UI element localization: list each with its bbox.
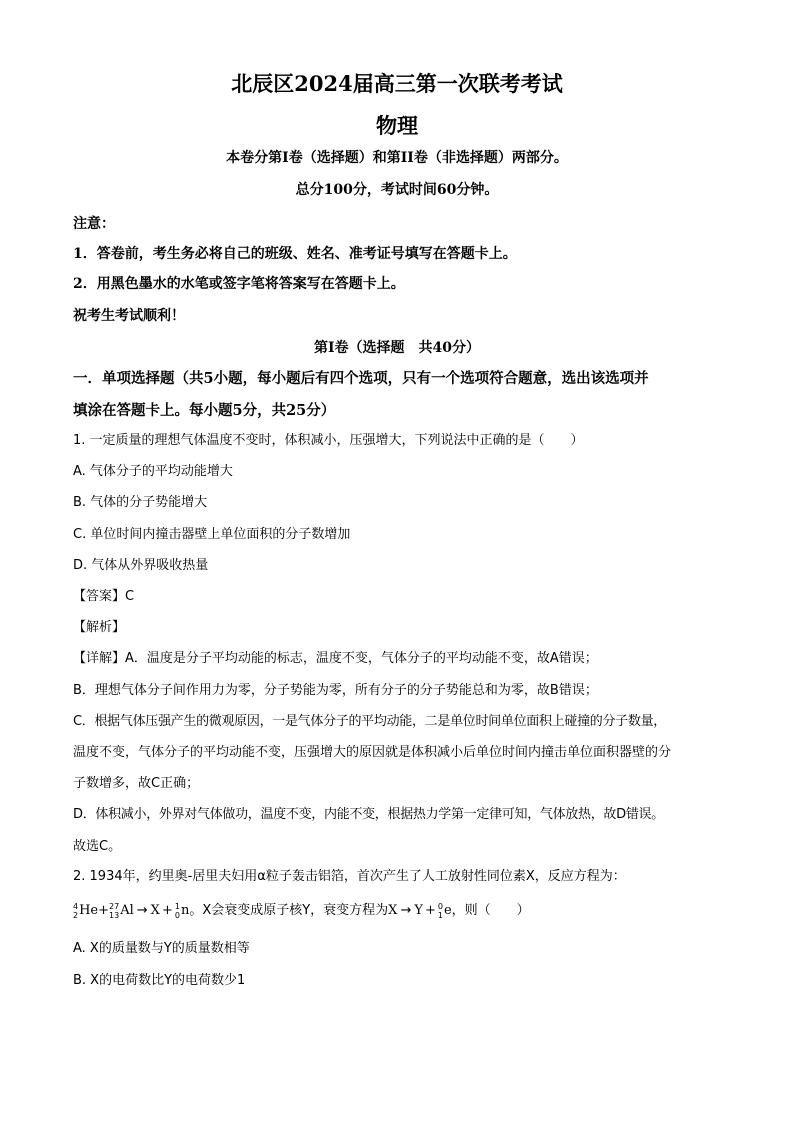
q1-detail-line: B．理想气体分子间作用力为零，分子势能为零，所有分子的分子势能总和为零，故B错误；: [73, 683, 598, 698]
q2-equation-text: 。X会衰变成原子核Y，衰变方程为: [189, 903, 389, 918]
q1-detail-line: C．根据气体压强产生的微观原因，一是气体分子的平均动能，二是单位时间单位面积上碰撞的分子数量，: [73, 714, 666, 729]
notice-item-2: 2．用黑色墨水的水笔或签字笔将答案写在答题卡上。: [73, 276, 405, 292]
q1-stem: 1. 一定质量的理想气体温度不变时，体积减小，压强增大，下列说法中正确的是（ ）: [73, 433, 584, 448]
q1-option-a: A. 气体分子的平均动能增大: [73, 464, 233, 479]
q1-detail-line: 【详解】A．温度是分子平均动能的标志，温度不变，气体分子的平均动能不变，故A错误；: [73, 651, 598, 666]
q2-equation-tail: ，则（ ）: [451, 903, 530, 918]
q1-option-d: D. 气体从外界吸收热量: [73, 558, 209, 573]
notice-label: 注意：: [73, 216, 115, 232]
n-symbol: n: [180, 903, 190, 918]
q1-option-c: C. 单位时间内撞击器壁上单位面积的分子数增加: [73, 527, 351, 542]
he-isotope-numbers: 4 2: [73, 901, 79, 920]
exam-subject: 物理: [376, 113, 418, 138]
notice-wish: 祝考生考试顺利！: [73, 308, 185, 324]
al-isotope-numbers: 27 13: [109, 901, 120, 920]
q1-detail-line: D．体积减小，外界对气体做功，温度不变，内能不变，根据热力学第一定律可知，气体放热，故D错误。: [73, 807, 664, 822]
al-symbol: Al: [120, 903, 134, 918]
section-heading-line1: 一．单项选择题（共5小题，每小题后有四个选项，只有一个选项符合题意，选出该选项并: [73, 370, 649, 387]
q2-option-b: B. X的电荷数比Y的电荷数少1: [73, 973, 246, 988]
q1-analysis-label: 【解析】: [73, 620, 126, 635]
n-isotope-numbers: 1 0: [174, 901, 180, 920]
q2-option-a: A. X的质量数与Y的质量数相等: [73, 941, 250, 956]
exam-title: 北辰区2024届高三第一次联考考试: [231, 71, 563, 96]
decay-arrow: →: [400, 903, 412, 918]
section-heading-line2: 填涂在答题卡上。每小题5分，共25分）: [73, 402, 336, 419]
q2-equation-line: 4 2 He+ 27 13 Al → X + 1 0 n。X会衰变成原子核Y，衰变方程为X → Y + 0 1 e，则（ ）: [73, 901, 530, 920]
q2-stem: 2. 1934年，约里奥-居里夫妇用α粒子轰击铝箔，首次产生了人工放射性同位素X，反应方程为：: [73, 869, 626, 884]
e-isotope-numbers: 0 1: [437, 901, 443, 920]
q1-detail-line: 温度不变，气体分子的平均动能不变，压强增大的原因就是体积减小后单位时间内撞击单位面积器壁的分: [73, 745, 672, 760]
q1-detail-line: 故选C。: [73, 839, 122, 854]
part1-heading: 第I卷（选择题 共40分）: [313, 340, 481, 356]
exam-info-line1: 本卷分第I卷（选择题）和第II卷（非选择题）两部分。: [226, 150, 568, 166]
exam-info-line2: 总分100分，考试时间60分钟。: [295, 182, 499, 198]
e-symbol: e: [443, 903, 452, 918]
notice-item-1: 1．答卷前，考生务必将自己的班级、姓名、准考证号填写在答题卡上。: [73, 246, 517, 262]
he-symbol: He: [79, 903, 99, 918]
q1-detail-line: 子数增多，故C正确；: [73, 776, 200, 791]
q1-answer: 【答案】C: [73, 589, 135, 604]
reaction-arrow: →: [136, 903, 148, 918]
q1-option-b: B. 气体的分子势能增大: [73, 495, 208, 510]
